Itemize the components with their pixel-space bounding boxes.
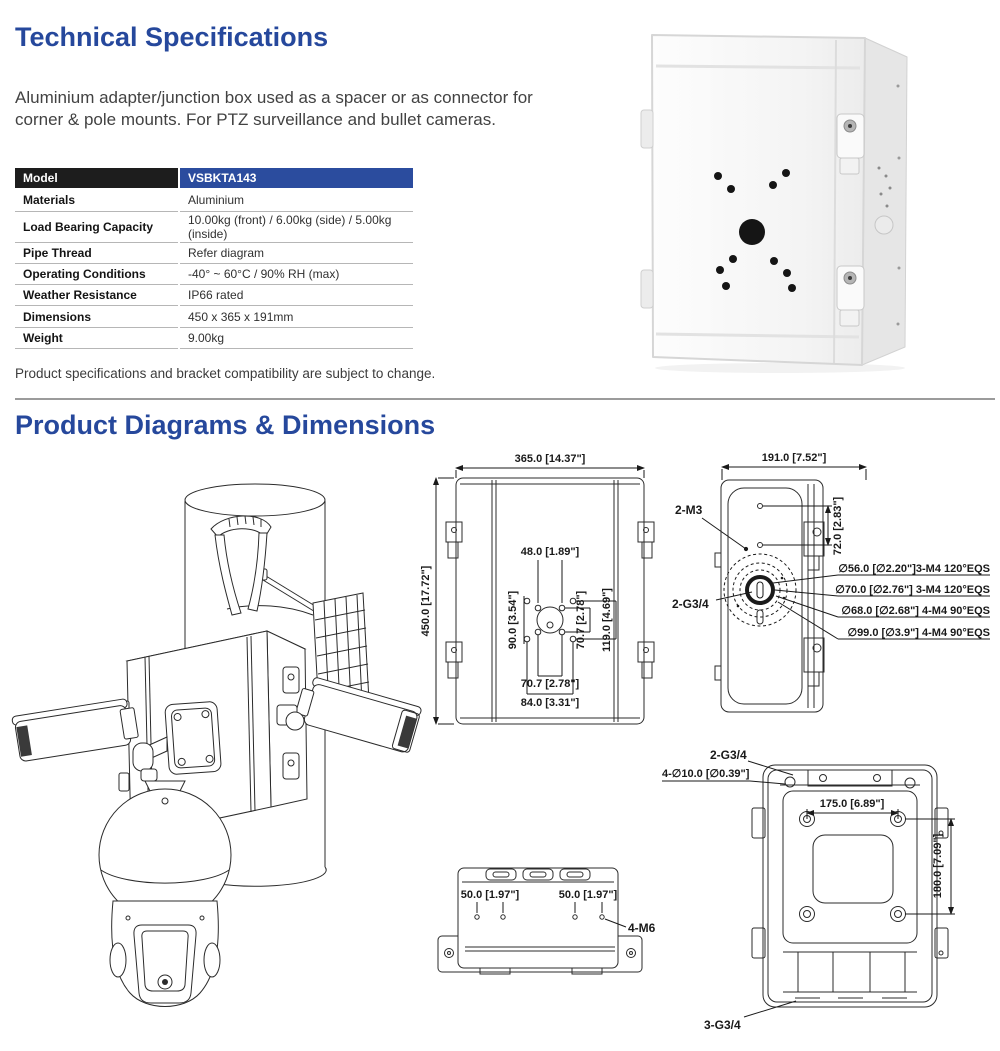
description-line-2: corner & pole mounts. For PTZ surveillance and bullet cameras. [15, 110, 496, 129]
row-value: 450 x 365 x 191mm [179, 306, 413, 327]
label-2-g34-top: 2-G3/4 [710, 748, 747, 762]
row-value: 10.00kg (front) / 6.00kg (side) / 5.00kg (inside) [179, 211, 413, 242]
front-view-diagram [420, 450, 685, 745]
description-line-1: Aluminium adapter/junction box used as a spacer or as connector for [15, 88, 533, 107]
thread-callout-56: ∅56.0 [∅2.20"]3-M4 120°EQS [838, 563, 990, 575]
spec-table [15, 168, 413, 349]
front-hole-pattern [524, 598, 576, 642]
rear-view-dim-lines [662, 761, 955, 1017]
thread-callout-70: ∅70.0 [∅2.76"] 3-M4 120°EQS [835, 584, 990, 596]
table-row [15, 327, 413, 348]
label-2-g34: 2-G3/4 [672, 597, 709, 611]
section-divider [15, 398, 995, 400]
dim-119: 119.0 [4.69"] [601, 588, 613, 652]
row-label: Weight [15, 327, 179, 348]
product-photo [640, 18, 1000, 374]
table-row [15, 242, 413, 263]
ptz-arm-elbow [133, 743, 153, 771]
row-value: IP66 rated [179, 285, 413, 306]
table-row [15, 263, 413, 284]
dim-50-left: 50.0 [1.97"] [460, 889, 520, 901]
row-label: Dimensions [15, 306, 179, 327]
row-label: Weather Resistance [15, 285, 179, 306]
row-value: Refer diagram [179, 242, 413, 263]
label-4-m6: 4-M6 [628, 921, 656, 935]
label-2-m3: 2-M3 [675, 503, 703, 517]
thread-boss [724, 554, 796, 626]
thread-callout-99: ∅99.0 [∅3.9"] 4-M4 90°EQS [847, 627, 990, 639]
row-label: Load Bearing Capacity [15, 211, 179, 242]
disclaimer-note: Product specifications and bracket compatibility are subject to change. [15, 366, 436, 381]
row-label: Operating Conditions [15, 263, 179, 284]
iso-pole-mount-diagram [15, 455, 430, 1025]
side-view-diagram [660, 450, 1000, 742]
dim-84: 84.0 [3.31"] [520, 697, 580, 709]
row-value: 9.00kg [179, 327, 413, 348]
dim-height: 450.0 [17.72"] [420, 565, 432, 637]
hanging-strap [211, 516, 271, 615]
rear-view-diagram [660, 745, 1000, 1051]
photo-shadow [655, 363, 905, 373]
ptz-arm-neck [141, 769, 157, 781]
table-row [15, 285, 413, 306]
thread-callout-68: ∅68.0 [∅2.68"] 4-M4 90°EQS [841, 605, 990, 617]
row-value: -40° ~ 60°C / 90% RH (max) [179, 263, 413, 284]
dim-70-right: 70.7 [2.78"] [575, 590, 587, 650]
page-title: Technical Specifications [15, 22, 329, 52]
mount-tab [641, 270, 653, 308]
table-row [15, 189, 413, 211]
row-label: Materials [15, 189, 179, 211]
bullet-camera-left [12, 698, 140, 763]
dim-depth: 191.0 [7.52"] [761, 452, 827, 464]
dim-width: 365.0 [14.37"] [514, 453, 586, 465]
dim-90: 90.0 [3.54"] [507, 590, 519, 650]
spec-header-value: VSBKTA143 [179, 168, 413, 189]
row-value: Aluminium [179, 189, 413, 211]
table-row [15, 306, 413, 327]
dim-72: 72.0 [2.83"] [832, 496, 844, 556]
label-4-d10: 4-∅10.0 [∅0.39"] [662, 768, 750, 780]
table-row [15, 211, 413, 242]
ptz-dome-camera [99, 789, 231, 1007]
dim-180: 180.0 [7.09"] [932, 833, 944, 899]
spec-table-header-row [15, 168, 413, 189]
mount-tab [641, 110, 653, 148]
row-label: Pipe Thread [15, 242, 179, 263]
diagrams-section-title: Product Diagrams & Dimensions [15, 410, 436, 440]
dim-50-right: 50.0 [1.97"] [558, 889, 618, 901]
ptz-wall-mount [165, 701, 222, 774]
dim-70-bottom: 70.7 [2.78"] [520, 678, 580, 690]
top-view-diagram [420, 840, 700, 1005]
dim-175: 175.0 [6.89"] [819, 798, 885, 810]
label-3-g34-bottom: 3-G3/4 [704, 1018, 741, 1032]
product-description [15, 87, 533, 131]
dim-48: 48.0 [1.89"] [520, 546, 580, 558]
spec-header-label: Model [15, 168, 179, 189]
